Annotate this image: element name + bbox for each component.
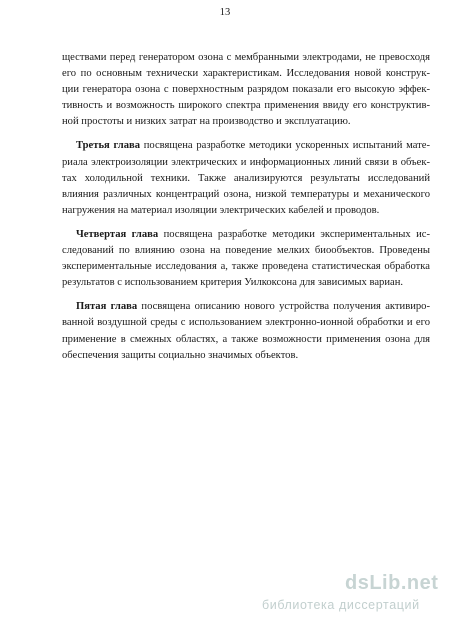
paragraph-chapter-3	[62, 138, 430, 218]
document-body	[62, 50, 430, 364]
text-line: обеспечения защиты социально значимых объектов.	[62, 349, 299, 361]
text-line: экспериментальные исследования а, также проведена статистическая обработка	[62, 261, 430, 273]
chapter-heading: Четвертая глава	[76, 228, 159, 240]
page-number: 13	[219, 7, 231, 18]
chapter-heading: Третья глава	[76, 140, 141, 152]
text-line: Четвертая глава посвящена разработке методики экспериментальных ис-	[76, 228, 430, 240]
paragraph-chapter-4	[62, 227, 430, 291]
paragraph-1	[62, 50, 430, 130]
text-line: тивность и возможность широкого спектра применения ввиду его конструктив-	[62, 100, 430, 112]
watermark-logo: dsLib.net	[345, 572, 439, 594]
text-line: ванной воздушной среды с использованием электронно-ионной обработки и его	[62, 317, 430, 329]
text-line: применение в смежных областях, а также возможности применения озона для	[62, 333, 430, 345]
text-line: следований по влиянию озона на поведение мелких биообъектов. Проведены	[62, 245, 430, 257]
text-line: влияния различных концентраций озона, низкой температуры и механического	[62, 188, 430, 200]
text-line: риала электроизоляции электрических и информационных линий связи в объек-	[62, 156, 430, 168]
text-line: его по основным технически характеристикам. Исследования новой конструк-	[62, 68, 430, 80]
text-line: ществами перед генератором озона с мембранными электродами, не превосходя	[62, 52, 430, 63]
text-line: Пятая глава посвящена описанию нового устройства получения активиро-	[76, 301, 431, 313]
text-line: Третья глава посвящена разработке методики ускоренных испытаний мате-	[76, 140, 430, 152]
paragraph-chapter-5	[62, 299, 430, 363]
watermark-caption: библиотека диссертаций	[262, 598, 420, 612]
text-line: нагружения на материал изоляции электрических кабелей и проводов.	[62, 204, 380, 216]
text-line: тах холодильной техники. Также анализируются результаты исследований	[62, 172, 430, 184]
text-line: результатов с использованием критерия Уилкоксона для зависимых вариан.	[62, 277, 404, 289]
text-line: ции генератора озона с поверхностным разрядом показали его высокую эффек-	[62, 84, 430, 96]
text-line: ной простоты и низких затрат на производство и эксплуатацию.	[62, 116, 351, 128]
chapter-heading: Пятая глава	[76, 301, 138, 313]
